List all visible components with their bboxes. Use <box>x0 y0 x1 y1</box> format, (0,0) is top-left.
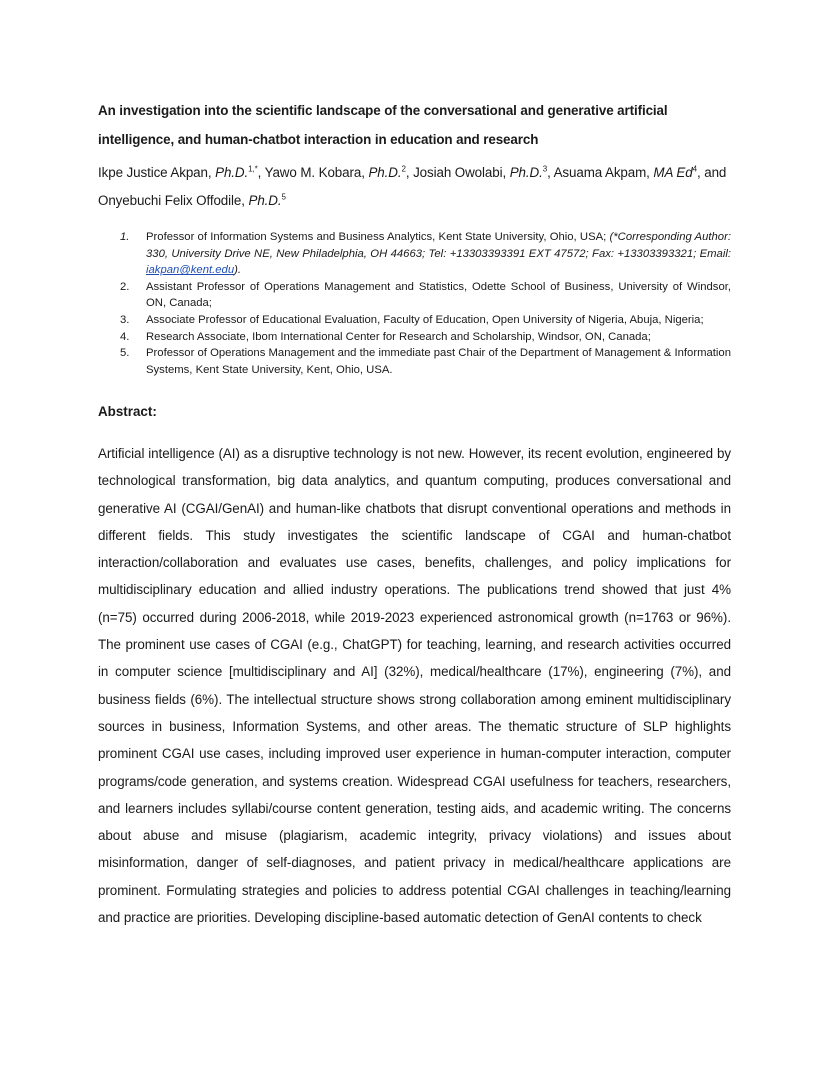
corresponding-note: (*Corresponding Author: 330, University Drive NE, New Philadelphia, OH 44663; Tel: +13303393391 EXT 47572; Fax: +13303393321; Email: <box>146 231 731 260</box>
affiliation-item: 4. Research Associate, Ibom International Center for Research and Scholarship, Windsor, ON, Canada; <box>98 329 731 346</box>
affiliation-number: 1. <box>120 231 130 243</box>
affiliation-list <box>98 229 731 378</box>
author-list <box>98 159 731 214</box>
affiliation-number: 3. <box>120 313 130 326</box>
author-1: Ikpe Justice Akpan, Ph.D.$^{1,*}$, <box>98 164 265 180</box>
abstract-body: Artificial intelligence (AI) as a disruptive technology is not new. However, its recent evolution, engineered by technological transformation, big data analytics, and quantum computing, produces conversational and generative AI (CGAI/GenAI) and human-like chatbots that disrupt conventional operations and methods in different fields. This study investigates the scientific landscape of CGAI and human-chatbot interaction/collaboration and evaluates use cases, benefits, challenges, and policy implications for multidisciplinary education and allied industry operations. The publications trend showed that just 4% (n=75) occurred during 2006-2018, while 2019-2023 experienced astronomical growth (n=1763 or 96%). The prominent use cases of CGAI (e.g., ChatGPT) for teaching, learning, and research activities occurred in computer science [multidisciplinary and AI] (32%), medical/healthcare (17%), engineering (7%), and business fields (6%). The intellectual structure shows strong collaboration among eminent multidisciplinary sources in business, Information Systems, and other areas. The thematic structure of SLP highlights prominent CGAI use cases, including improved user experience in human-computer interaction, computer programs/code generation, and systems creation. Widespread CGAI usefulness for teachers, researchers, and learners includes syllabi/course content generation, testing aids, and academic writing. The concerns about abuse and misuse (plagiarism, academic integrity, privacy violations) and issues about misinformation, danger of self-diagnoses, and patient privacy in medical/healthcare applications are prominent. Formulating strategies and policies to address potential CGAI challenges in teaching/learning and practice are priorities. Developing discipline-based automatic detection of GenAI contents to check <box>98 446 731 926</box>
affiliation-item: 1. Professor of Information Systems and Business Analytics, Kent State University, Ohio, USA; (*Corresponding Author: 330, University Drive NE, New Philadelphia, OH 44663; Tel: +13303393391 EXT 47572; Fax: +13303393321; Email: iakpan@kent.edu). <box>120 231 731 277</box>
affiliation-number: 2. <box>120 280 130 293</box>
affiliation-item: 2. Assistant Professor of Operations Management and Statistics, Odette School of Business, University of Windsor, ON, Canada; <box>120 280 731 310</box>
author-4: Asuama Akpam, MA Ed$^4$, and <box>553 164 727 180</box>
affiliation-item: 5. Professor of Operations Management and the immediate past Chair of the Department of Management & Information Systems, Kent State University, Kent, Ohio, USA. <box>120 347 731 376</box>
author-3: Josiah Owolabi, Ph.D.$^3$, <box>413 164 554 180</box>
paper-title: An investigation into the scientific landscape of the conversational and generative artificial intelligence, and human-chatbot interaction in education and research <box>98 103 668 147</box>
affiliation-item: 3. Associate Professor of Educational Evaluation, Faculty of Education, Open University of Nigeria, Abuja, Nigeria; <box>98 312 731 329</box>
affiliation-number: 4. <box>120 330 130 343</box>
author-5: Onyebuchi Felix Offodile, Ph.D.$^5$ <box>98 192 286 208</box>
abstract-heading: Abstract: <box>98 404 157 419</box>
email-link[interactable]: iakpan@kent.edu <box>146 264 235 277</box>
affiliation-number: 5. <box>120 347 130 360</box>
author-2: Yawo M. Kobara, Ph.D.$^2$, <box>264 164 414 180</box>
